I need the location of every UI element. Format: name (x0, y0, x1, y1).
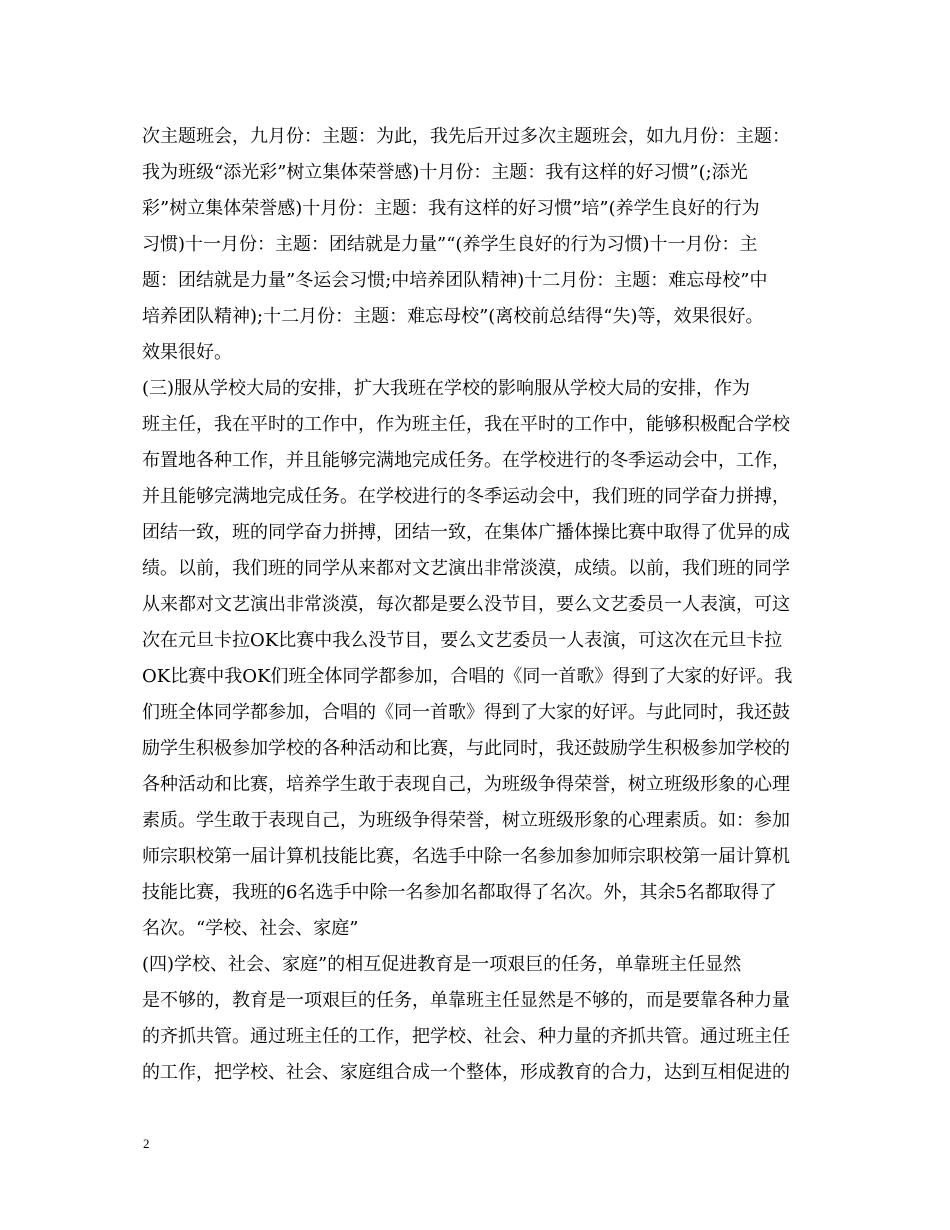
text-line: 技能比赛，我班的6名选手中除一名参加名都取得了名次。外，其余5名都取得了 (142, 882, 777, 903)
text-line: 次在元旦卡拉OK比赛中我么没节目，要么文艺委员一人表演，可这次在元旦卡拉 (142, 630, 783, 651)
text-line: 班主任，我在平时的工作中，作为班主任，我在平时的工作中，能够积极配合学校 (142, 414, 790, 435)
text-line: 培养团队精神);十二月份：主题：难忘母校”(离校前总结得“失)等，效果很好。 (142, 306, 764, 327)
text-line: 们班全体同学都参加，合唱的《同一首歌》得到了大家的好评。与此同时，我还鼓 (142, 702, 790, 723)
text-line: 布置地各种工作，并且能够完满地完成任务。在学校进行的冬季运动会中，工作， (142, 450, 790, 471)
text-line: OK比赛中我OK们班全体同学都参加，合唱的《同一首歌》得到了大家的好评。我 (142, 666, 793, 687)
text-line: (三)服从学校大局的安排，扩大我班在学校的影响服从学校大局的安排，作为 (142, 378, 751, 399)
text-line: 励学生积极参加学校的各种活动和比赛，与此同时，我还鼓励学生积极参加学校的 (142, 738, 790, 759)
text-line: 题：团结就是力量”冬运会习惯;中培养团队精神)十二月份：主题：难忘母校”中 (142, 270, 768, 291)
text-line: 效果很好。 (142, 342, 232, 363)
text-line: 我为班级“添光彩”树立集体荣誉感)十月份：主题：我有这样的好习惯”(;添光 (142, 162, 748, 183)
body-text (142, 119, 812, 1091)
text-line: 从来都对文艺演出非常淡漠，每次都是要么没节目，要么文艺委员一人表演，可这 (142, 594, 790, 615)
page-number: 2 (143, 1136, 150, 1151)
text-line: 的齐抓共管。通过班主任的工作，把学校、社会、种力量的齐抓共管。通过班主任 (142, 1026, 790, 1047)
text-line: 绩。以前，我们班的同学从来都对文艺演出非常淡漠，成绩。以前，我们班的同学 (142, 558, 790, 579)
text-line: 彩”树立集体荣誉感)十月份：主题：我有这样的好习惯”培”(养学生良好的行为 (142, 198, 760, 219)
text-line: 的工作，把学校、社会、家庭组合成一个整体，形成教育的合力，达到互相促进的 (142, 1062, 790, 1083)
text-line: 次主题班会，九月份：主题：为此，我先后开过多次主题班会，如九月份：主题： (142, 126, 790, 147)
text-line: 素质。学生敢于表现自己，为班级争得荣誉，树立班级形象的心理素质。如：参加 (142, 810, 790, 831)
text-line: 各种活动和比赛，培养学生敢于表现自己，为班级争得荣誉，树立班级形象的心理 (142, 774, 790, 795)
text-line: (四)学校、社会、家庭”的相互促进教育是一项艰巨的任务，单靠班主任显然 (142, 954, 742, 975)
text-line: 师宗职校第一届计算机技能比赛，名选手中除一名参加参加师宗职校第一届计算机 (142, 846, 790, 867)
text-line: 并且能够完满地完成任务。在学校进行的冬季运动会中，我们班的同学奋力拼搏， (142, 486, 790, 507)
text-line: 习惯)十一月份：主题：团结就是力量”“(养学生良好的行为习惯)十一月份：主 (142, 234, 758, 255)
text-line: 名次。“学校、社会、家庭” (142, 918, 359, 939)
text-line: 是不够的，教育是一项艰巨的任务，单靠班主任显然是不够的，而是要靠各种力量 (142, 990, 790, 1011)
text-line: 团结一致，班的同学奋力拼搏，团结一致，在集体广播体操比赛中取得了优异的成 (142, 522, 790, 543)
